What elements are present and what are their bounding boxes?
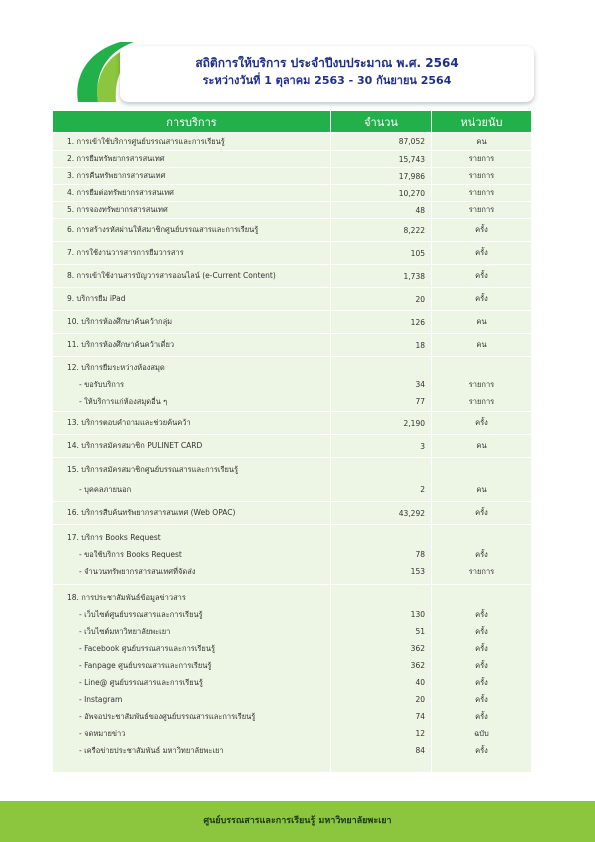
sub-item-value: 40 bbox=[415, 678, 425, 687]
sub-item-unit: รายการ bbox=[468, 379, 495, 389]
service-unit: คน bbox=[432, 133, 532, 151]
statistics-table bbox=[52, 110, 532, 773]
sub-item-label: - จดหมายข่าว bbox=[79, 729, 126, 738]
sub-item-label: - จำนวนทรัพยากรสารสนเทศที่จัดส่ง bbox=[79, 567, 196, 576]
service-label: 4. การยืมต่อทรัพยากรสารสนเทศ bbox=[53, 185, 331, 202]
sub-item-label: - Facebook ศูนย์บรรณสารและการเรียนรู้ bbox=[79, 644, 215, 653]
sub-item-unit: ครั้ง bbox=[475, 610, 488, 619]
group-title: 18. การประชาสัมพันธ์ข้อมูลข่าวสาร bbox=[67, 593, 186, 602]
sub-item-label: - Instagram bbox=[79, 695, 123, 704]
service-value: 48 bbox=[331, 202, 432, 219]
service-unit: ครั้ง bbox=[432, 219, 532, 242]
table-row bbox=[53, 435, 532, 458]
sub-item-unit: ครั้ง bbox=[475, 746, 488, 755]
header-amount: จำนวน bbox=[331, 111, 432, 133]
footer-text: ศูนย์บรรณสารและการเรียนรู้ มหาวิทยาลัยพะเยา bbox=[203, 816, 392, 826]
service-label: 9. บริการยืม iPad bbox=[53, 288, 331, 311]
table-row-membership bbox=[53, 458, 532, 502]
service-label: 13. บริการตอบคำถามและช่วยค้นคว้า bbox=[53, 412, 331, 435]
table-row bbox=[53, 185, 532, 202]
sub-item-unit: รายการ bbox=[468, 396, 495, 406]
service-label: 7. การใช้งานวารสารการยืมวารสาร bbox=[53, 242, 331, 265]
table-row bbox=[53, 288, 532, 311]
service-unit: รายการ bbox=[432, 202, 532, 219]
sub-item-unit: ครั้ง bbox=[475, 712, 488, 721]
service-label: 8. การเข้าใช้งานสารบัญวารสารออนไลน์ (e-Current Content) bbox=[53, 265, 331, 288]
sub-item-unit: ครั้ง bbox=[475, 661, 488, 670]
title-box bbox=[120, 46, 534, 102]
table-row bbox=[53, 151, 532, 168]
table-row bbox=[53, 202, 532, 219]
service-label: 6. การสร้างรหัสผ่านให้สมาชิกศูนย์บรรณสารและการเรียนรู้ bbox=[53, 219, 331, 242]
sub-item-value: 20 bbox=[415, 695, 425, 704]
sub-item-label: - Fanpage ศูนย์บรรณสารและการเรียนรู้ bbox=[79, 661, 212, 670]
sub-item-label: - เว็บไซต์ศูนย์บรรณสารและการเรียนรู้ bbox=[79, 610, 203, 619]
service-unit bbox=[432, 585, 532, 773]
sub-item-value: 74 bbox=[415, 712, 425, 721]
sub-item-label: - ขอใช้บริการ Books Request bbox=[79, 550, 182, 559]
table-row bbox=[53, 502, 532, 525]
service-value: 17,986 bbox=[331, 168, 432, 185]
sub-item-value: 153 bbox=[410, 567, 425, 576]
service-unit: ครั้ง bbox=[432, 502, 532, 525]
table-row bbox=[53, 412, 532, 435]
sub-item-value: 84 bbox=[415, 746, 425, 755]
sub-item-value: 51 bbox=[415, 627, 425, 636]
service-value: 15,743 bbox=[331, 151, 432, 168]
service-unit: รายการ bbox=[432, 185, 532, 202]
sub-item-value: 78 bbox=[415, 550, 425, 559]
sub-item-label: - เว็บไซต์มหาวิทยาลัยพะเยา bbox=[79, 627, 171, 636]
service-unit bbox=[432, 357, 532, 412]
page-title: สถิติการให้บริการ ประจำปีงบประมาณ พ.ศ. 2564 bbox=[195, 56, 459, 70]
service-label bbox=[53, 525, 331, 585]
service-label: 1. การเข้าใช้บริการศูนย์บรรณสารและการเรียนรู้ bbox=[53, 133, 331, 151]
table-row bbox=[53, 334, 532, 357]
service-value: 126 bbox=[331, 311, 432, 334]
service-label: 3. การคืนทรัพยากรสารสนเทศ bbox=[53, 168, 331, 185]
service-label: 5. การจองทรัพยากรสารสนเทศ bbox=[53, 202, 331, 219]
table-row-public-relations bbox=[53, 585, 532, 773]
service-label bbox=[53, 458, 331, 502]
service-unit: ครั้ง bbox=[432, 265, 532, 288]
sub-item-label: - อัพจอประชาสัมพันธ์ของศูนย์บรรณสารและการเรียนรู้ bbox=[79, 712, 256, 721]
sub-item-value: 362 bbox=[410, 661, 425, 670]
title-banner bbox=[72, 38, 534, 106]
sub-item-value: 12 bbox=[415, 729, 425, 738]
service-value bbox=[331, 525, 432, 585]
table-row bbox=[53, 168, 532, 185]
service-value: 8,222 bbox=[331, 219, 432, 242]
service-value bbox=[331, 458, 432, 502]
service-label bbox=[53, 585, 331, 773]
sub-item-value: 362 bbox=[410, 644, 425, 653]
sub-item-unit: ครั้ง bbox=[475, 678, 488, 687]
service-label: 10. บริการห้องศึกษาค้นคว้ากลุ่ม bbox=[53, 311, 331, 334]
service-unit: คน bbox=[432, 311, 532, 334]
sub-item-unit: ครั้ง bbox=[475, 627, 488, 636]
service-unit: รายการ bbox=[432, 151, 532, 168]
sub-item-value: 34 bbox=[415, 379, 425, 389]
group-title: 12. บริการยืมระหว่างห้องสมุด bbox=[67, 362, 165, 372]
sub-item-unit: รายการ bbox=[468, 567, 495, 576]
sub-item-value: 130 bbox=[410, 610, 425, 619]
service-value: 20 bbox=[331, 288, 432, 311]
table-row bbox=[53, 242, 532, 265]
table-row bbox=[53, 265, 532, 288]
service-unit: คน bbox=[432, 334, 532, 357]
service-label: 14. บริการสมัครสมาชิก PULINET CARD bbox=[53, 435, 331, 458]
sub-item-value: 2 bbox=[420, 484, 425, 494]
sub-item-label: - เครือข่ายประชาสัมพันธ์ มหาวิทยาลัยพะเยา bbox=[79, 746, 224, 755]
service-label bbox=[53, 357, 331, 412]
service-value: 1,738 bbox=[331, 265, 432, 288]
page-subtitle: ระหว่างวันที่ 1 ตุลาคม 2563 - 30 กันยายน 2564 bbox=[202, 74, 452, 87]
service-value: 10,270 bbox=[331, 185, 432, 202]
service-unit: คน bbox=[432, 435, 532, 458]
header-service: การบริการ bbox=[53, 111, 331, 133]
service-label: 11. บริการห้องศึกษาค้นคว้าเดี่ยว bbox=[53, 334, 331, 357]
service-value: 18 bbox=[331, 334, 432, 357]
service-unit bbox=[432, 458, 532, 502]
sub-item-label: - ขอรับบริการ bbox=[79, 379, 125, 389]
header-unit: หน่วยนับ bbox=[432, 111, 532, 133]
sub-item-unit: ครั้ง bbox=[475, 695, 488, 704]
service-unit bbox=[432, 525, 532, 585]
group-title: 17. บริการ Books Request bbox=[67, 533, 161, 542]
service-value: 87,052 bbox=[331, 133, 432, 151]
sub-item-label: - ให้บริการแก่ห้องสมุดอื่น ๆ bbox=[79, 396, 168, 406]
table-header-row bbox=[53, 111, 532, 133]
service-label: 2. การยืมทรัพยากรสารสนเทศ bbox=[53, 151, 331, 168]
service-value bbox=[331, 357, 432, 412]
service-value: 2,190 bbox=[331, 412, 432, 435]
table-row bbox=[53, 311, 532, 334]
service-value: 3 bbox=[331, 435, 432, 458]
sub-item-unit: ฉบับ bbox=[474, 729, 489, 738]
sub-item-unit: คน bbox=[476, 484, 487, 494]
service-unit: ครั้ง bbox=[432, 412, 532, 435]
service-unit: รายการ bbox=[432, 168, 532, 185]
sub-item-label: - บุคคลภายนอก bbox=[79, 484, 132, 494]
service-label: 16. บริการสืบค้นทรัพยากรสารสนเทศ (Web OPAC) bbox=[53, 502, 331, 525]
table-row bbox=[53, 133, 532, 151]
service-value: 43,292 bbox=[331, 502, 432, 525]
service-value bbox=[331, 585, 432, 773]
service-unit: ครั้ง bbox=[432, 242, 532, 265]
sub-item-value: 77 bbox=[415, 396, 425, 406]
table-row bbox=[53, 219, 532, 242]
service-unit: ครั้ง bbox=[432, 288, 532, 311]
sub-item-unit: ครั้ง bbox=[475, 550, 488, 559]
table-row-books-request bbox=[53, 525, 532, 585]
footer-bar bbox=[0, 801, 595, 842]
service-value: 105 bbox=[331, 242, 432, 265]
table-row-interlibrary-loan bbox=[53, 357, 532, 412]
sub-item-unit: ครั้ง bbox=[475, 644, 488, 653]
sub-item-label: - Line@ ศูนย์บรรณสารและการเรียนรู้ bbox=[79, 678, 203, 687]
group-title: 15. บริการสมัครสมาชิกศูนย์บรรณสารและการเรียนรู้ bbox=[67, 464, 239, 474]
